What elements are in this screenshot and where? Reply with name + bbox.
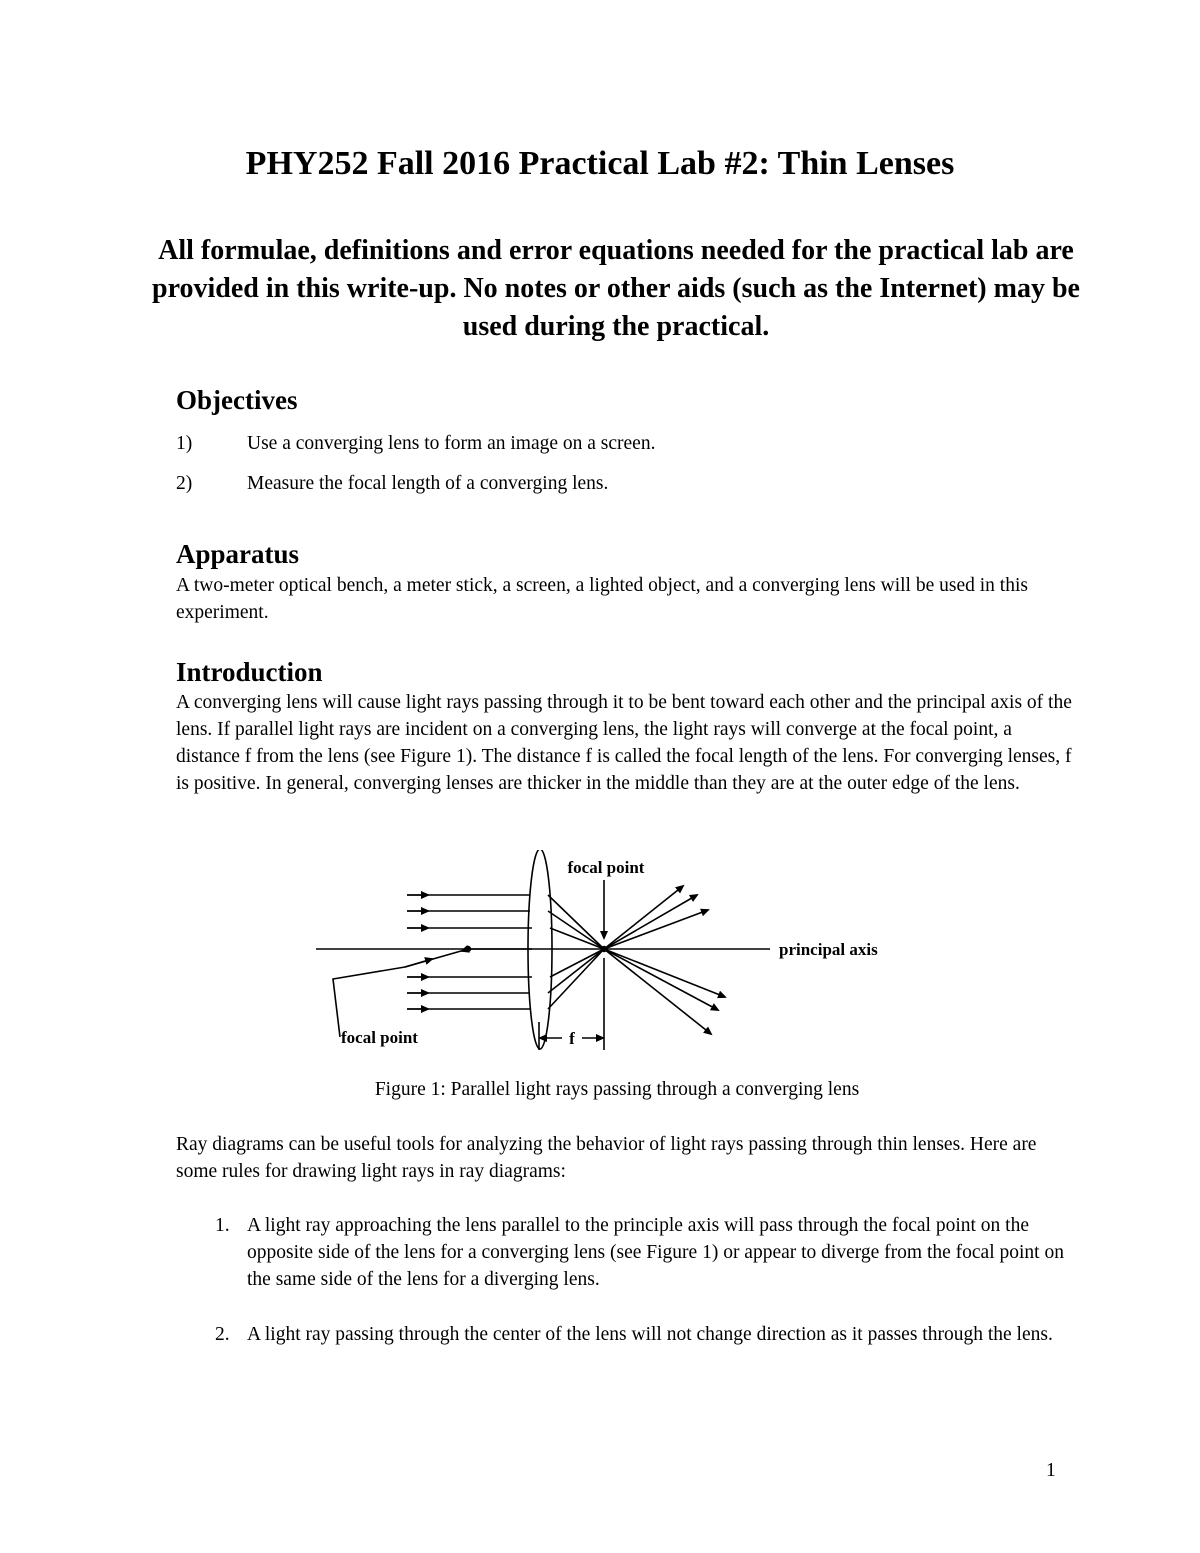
objective-text: Measure the focal length of a converging lens. [247,473,609,494]
page-title: PHY252 Fall 2016 Practical Lab #2: Thin Lenses [245,145,955,182]
focal-point-label-top: focal point [567,858,645,877]
introduction-text: A converging lens will cause light rays passing through it to be bent toward each other and the principal axis of the lens. If parallel light rays are incident on a converging lens, the light rays will converge at the focal point, a distance f from the lens (see Figure 1). The distance f is called the focal length of the lens. For converging lenses, f is positive. In general, converging lenses are thicker in the middle than they are at the outer edge of the lens. [176,692,1072,794]
rule-number: 1. [215,1215,230,1236]
rule-text: A light ray approaching the lens parallel to the principle axis will pass through the focal point on the opposite side of the lens for a converging lens (see Figure 1) or appear to diverge from the focal point on the same side of the lens for a diverging lens. [247,1215,1064,1290]
rule-number: 2. [215,1324,230,1345]
introduction-heading: Introduction [176,657,323,687]
figure-caption: Figure 1: Parallel light rays passing through a converging lens [374,1079,860,1100]
focal-point-label-bottom: focal point [341,1028,418,1047]
lens-ray-diagram [300,850,910,1060]
apparatus-text: A two-meter optical bench, a meter stick, a screen, a lighted object, and a converging lens will be used in this experiment. [176,575,1028,623]
objective-number: 2) [176,473,193,494]
focal-point-dot [465,946,471,952]
objective-text: Use a converging lens to form an image on a screen. [247,433,656,454]
focal-length-label: f [569,1029,575,1048]
objectives-heading: Objectives [176,385,298,415]
objective-number: 1) [176,433,193,454]
rule-text: A light ray passing through the center of the lens will not change direction as it passes through the lens. [247,1324,1053,1345]
principal-axis-label: principal axis [779,940,878,959]
ray-diagram-intro: Ray diagrams can be useful tools for analyzing the behavior of light rays passing through thin lenses. Here are some rules for drawing light rays in ray diagrams: [176,1134,1037,1182]
focal-point-dot [601,946,607,952]
apparatus-heading: Apparatus [176,539,300,569]
page-number: 1 [1046,1460,1056,1481]
notice-text: All formulae, definitions and error equations needed for the practical lab are provided in this write-up. No notes or other aids (such as the Internet) may be used during the practical. [152,235,1080,342]
